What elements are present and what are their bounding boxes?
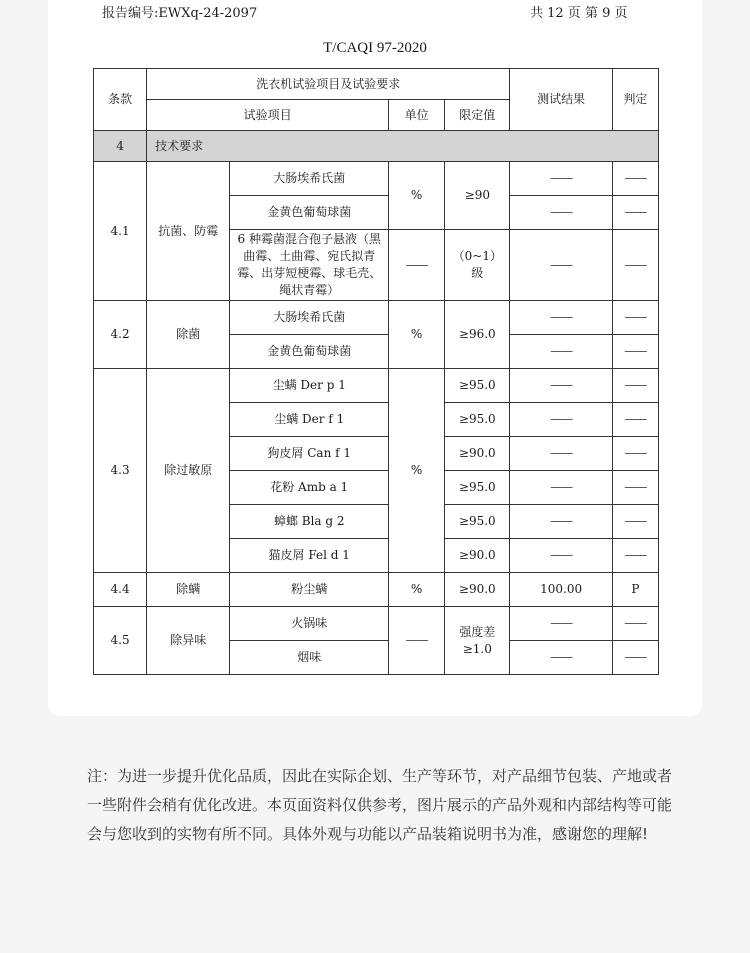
verdict-cell: —— xyxy=(612,230,658,301)
result-cell: —— xyxy=(510,505,612,539)
verdict-cell: —— xyxy=(612,437,658,471)
verdict-cell: —— xyxy=(612,539,658,573)
test-item: 猫皮屑 Fel d 1 xyxy=(230,539,389,573)
table-row xyxy=(94,369,659,403)
header-result: 测试结果 xyxy=(510,69,612,131)
clause-name: 除螨 xyxy=(147,573,230,607)
test-item: 金黄色葡萄球菌 xyxy=(230,196,389,230)
limit-cell: ≥90.0 xyxy=(445,539,510,573)
header-verdict: 判定 xyxy=(612,69,658,131)
header-item: 试验项目 xyxy=(147,100,389,131)
verdict-cell: —— xyxy=(612,335,658,369)
section-row xyxy=(94,131,659,162)
table-row xyxy=(94,301,659,335)
result-cell: —— xyxy=(510,471,612,505)
result-cell: 100.00 xyxy=(510,573,612,607)
test-item: 大肠埃希氏菌 xyxy=(230,301,389,335)
verdict-cell: —— xyxy=(612,505,658,539)
table-row xyxy=(94,162,659,196)
limit-cell: ≥90 xyxy=(445,162,510,230)
unit-cell: % xyxy=(389,301,445,369)
verdict-cell: —— xyxy=(612,607,658,641)
table-row xyxy=(94,573,659,607)
result-cell: —— xyxy=(510,641,612,675)
test-item: 蟑螂 Bla g 2 xyxy=(230,505,389,539)
header-row-1 xyxy=(94,69,659,100)
header-clause: 条款 xyxy=(94,69,147,131)
test-item: 粉尘螨 xyxy=(230,573,389,607)
header-group: 洗衣机试验项目及试验要求 xyxy=(147,69,510,100)
section-number: 4 xyxy=(94,131,147,162)
test-item: 花粉 Amb a 1 xyxy=(230,471,389,505)
clause-name: 除过敏原 xyxy=(147,369,230,573)
verdict-cell: —— xyxy=(612,403,658,437)
verdict-cell: —— xyxy=(612,471,658,505)
limit-cell: ≥96.0 xyxy=(445,301,510,369)
limit-cell: 强度差≥1.0 xyxy=(445,607,510,675)
result-cell: —— xyxy=(510,335,612,369)
limit-cell: ≥90.0 xyxy=(445,573,510,607)
header-limit: 限定值 xyxy=(445,100,510,131)
result-cell: —— xyxy=(510,607,612,641)
test-requirements-table xyxy=(93,68,659,675)
clause-number: 4.4 xyxy=(94,573,147,607)
limit-cell: ≥95.0 xyxy=(445,369,510,403)
unit-cell: % xyxy=(389,162,445,230)
standard-code: T/CAQI 97-2020 xyxy=(323,40,427,56)
table-row xyxy=(94,607,659,641)
limit-cell: ≥95.0 xyxy=(445,505,510,539)
result-cell: —— xyxy=(510,403,612,437)
clause-number: 4.3 xyxy=(94,369,147,573)
verdict-cell: —— xyxy=(612,162,658,196)
result-cell: —— xyxy=(510,196,612,230)
test-item: 火锅味 xyxy=(230,607,389,641)
report-number: 报告编号:EWXq-24-2097 xyxy=(102,6,258,21)
verdict-cell: P xyxy=(612,573,658,607)
header-unit: 单位 xyxy=(389,100,445,131)
test-item: 尘螨 Der p 1 xyxy=(230,369,389,403)
result-cell: —— xyxy=(510,162,612,196)
clause-name: 抗菌、防霉 xyxy=(147,162,230,301)
unit-cell: % xyxy=(389,573,445,607)
clause-number: 4.5 xyxy=(94,607,147,675)
test-item: 金黄色葡萄球菌 xyxy=(230,335,389,369)
result-cell: —— xyxy=(510,301,612,335)
clause-number: 4.2 xyxy=(94,301,147,369)
limit-cell: ≥95.0 xyxy=(445,471,510,505)
clause-name: 除菌 xyxy=(147,301,230,369)
unit-cell: —— xyxy=(389,607,445,675)
limit-cell: ≥95.0 xyxy=(445,403,510,437)
verdict-cell: —— xyxy=(612,641,658,675)
verdict-cell: —— xyxy=(612,301,658,335)
clause-number: 4.1 xyxy=(94,162,147,301)
page-indicator: 共 12 页 第 9 页 xyxy=(530,6,628,21)
limit-cell: （0~1）级 xyxy=(445,230,510,301)
result-cell: —— xyxy=(510,437,612,471)
test-item: 烟味 xyxy=(230,641,389,675)
result-cell: —— xyxy=(510,539,612,573)
disclaimer-note: 注：为进一步提升优化品质，因此在实际企划、生产等环节，对产品细节包装、产地或者一些附件会稍有优化改进。本页面资料仅供参考，图片展示的产品外观和内部结构等可能会与您收到的实物有所不同。具体外观与功能以产品装箱说明书为准，感谢您的理解! xyxy=(87,767,673,843)
limit-cell: ≥90.0 xyxy=(445,437,510,471)
result-cell: —— xyxy=(510,369,612,403)
result-cell: —— xyxy=(510,230,612,301)
test-item: 大肠埃希氏菌 xyxy=(230,162,389,196)
verdict-cell: —— xyxy=(612,369,658,403)
test-item: 6 种霉菌混合孢子悬液（黑曲霉、土曲霉、宛氏拟青霉、出芽短梗霉、球毛壳、绳状青霉） xyxy=(230,230,389,301)
test-item: 尘螨 Der f 1 xyxy=(230,403,389,437)
section-title: 技术要求 xyxy=(147,131,659,162)
unit-cell: —— xyxy=(389,230,445,301)
test-item: 狗皮屑 Can f 1 xyxy=(230,437,389,471)
verdict-cell: —— xyxy=(612,196,658,230)
clause-name: 除异味 xyxy=(147,607,230,675)
unit-cell: % xyxy=(389,369,445,573)
